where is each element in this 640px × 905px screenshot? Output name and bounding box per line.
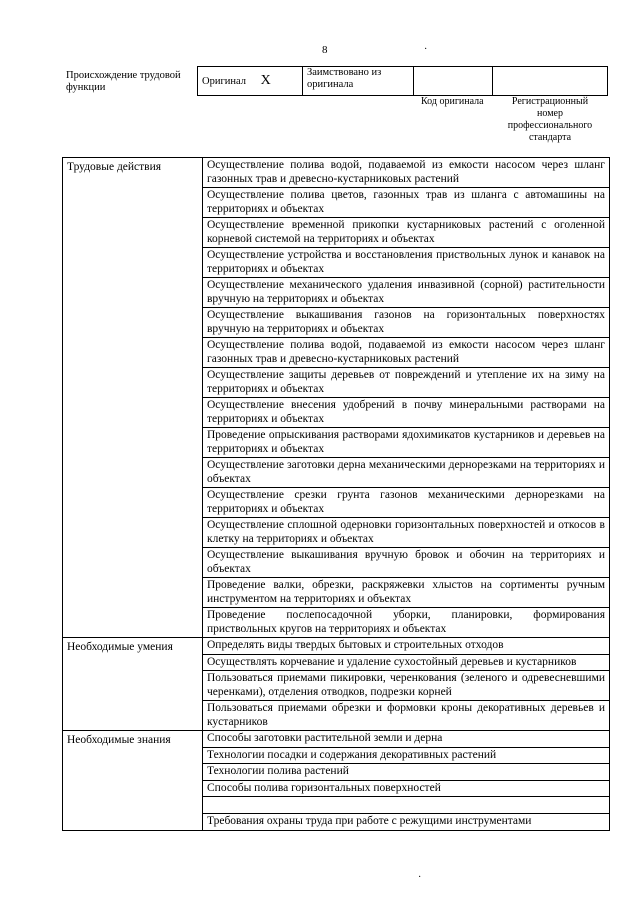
section-title: Трудовые действия (63, 158, 203, 638)
origin-label: Происхождение трудовой функции (66, 70, 181, 93)
code-label: Код оригинала (421, 96, 484, 107)
table-row (63, 731, 610, 748)
list-item: Осуществление полива цветов, газонных трав из шланга с автомашины на территориях и объектах (203, 188, 610, 218)
list-item: Осуществление временной прикопки кустарниковых растений с оголенной корневой системой на территориях и объектах (203, 218, 610, 248)
list-item: Осуществление внесения удобрений в почву минеральными растворами на территориях и объектах (203, 398, 610, 428)
list-item: Осуществление механического удаления инвазивной (сорной) растительности вручную на территориях и объектах (203, 278, 610, 308)
labor-function-table (62, 157, 610, 831)
list-item: Проведение валки, обрезки, раскряжевки хлыстов на сортименты ручным инструментом на территориях и объектах (203, 578, 610, 608)
list-item: Осуществление выкашивания вручную бровок и обочин на территориях и объектах (203, 548, 610, 578)
list-item: Осуществлять корчевание и удаление сухостойный деревьев и кустарников (203, 654, 610, 671)
list-item: Осуществление полива водой, подаваемой из емкости насосом через шланг газонных трав и древесно-кустарниковых растений (203, 338, 610, 368)
list-item: Способы полива горизонтальных поверхностей (203, 780, 610, 797)
list-item: Проведение опрыскивания растворами ядохимикатов кустарников и деревьев на территориях и объектах (203, 428, 610, 458)
list-item: Осуществление сплошной одерновки горизонтальных поверхностей и откосов в клетку на территориях и объектах (203, 518, 610, 548)
code-cell (414, 67, 493, 96)
list-item: Технологии полива растений (203, 764, 610, 781)
borrowed-cell (303, 67, 414, 96)
list-item: Осуществление полива водой, подаваемой из емкости насосом через шланг газонных трав и древесно-кустарниковых растений (203, 158, 610, 188)
scan-speck: · (418, 872, 422, 883)
section-title: Необходимые умения (63, 638, 203, 731)
list-item: Осуществление защиты деревьев от повреждений и утепление их на зиму на территориях и объектах (203, 368, 610, 398)
list-item: Осуществление выкашивания газонов на горизонтальных поверхностях вручную на территориях и объектах (203, 308, 610, 338)
list-item: Способы заготовки растительной земли и дерна (203, 731, 610, 748)
original-mark: X (260, 72, 271, 88)
page-number: 8 (322, 44, 328, 56)
list-item: Осуществление срезки грунта газонов механическими дернорезками на территориях и объектах (203, 488, 610, 518)
list-item: Осуществление заготовки дерна механическими дернорезками на территориях и объектах (203, 458, 610, 488)
reg-number-label: Регистрационный номер профессионального стандарта (507, 96, 593, 143)
list-item: Определять виды твердых бытовых и строительных отходов (203, 638, 610, 655)
list-item: Пользоваться приемами пикировки, черенкования (зеленого и одревесневшими черенками), отделения отводков, подрезки корней (203, 671, 610, 701)
list-item (203, 797, 610, 814)
scan-speck: · (424, 44, 428, 55)
list-item: Проведение послепосадочной уборки, планировки, формирования приствольных кругов на территориях и объектах (203, 608, 610, 638)
table-row (63, 158, 610, 188)
reg-number-cell (493, 67, 608, 96)
section-title: Необходимые знания (63, 731, 203, 831)
list-item: Осуществление устройства и восстановления приствольных лунок и канавок на территориях и объектах (203, 248, 610, 278)
list-item: Технологии посадки и содержания декоративных растений (203, 747, 610, 764)
origin-table (197, 66, 608, 96)
original-cell (198, 67, 303, 96)
list-item: Пользоваться приемами обрезки и формовки кроны декоративных деревьев и кустарников (203, 701, 610, 731)
original-label: Оригинал (202, 75, 246, 87)
borrowed-label: Заимствовано из оригинала (307, 67, 382, 90)
table-row (63, 638, 610, 655)
list-item: Требования охраны труда при работе с режущими инструментами (203, 814, 610, 831)
